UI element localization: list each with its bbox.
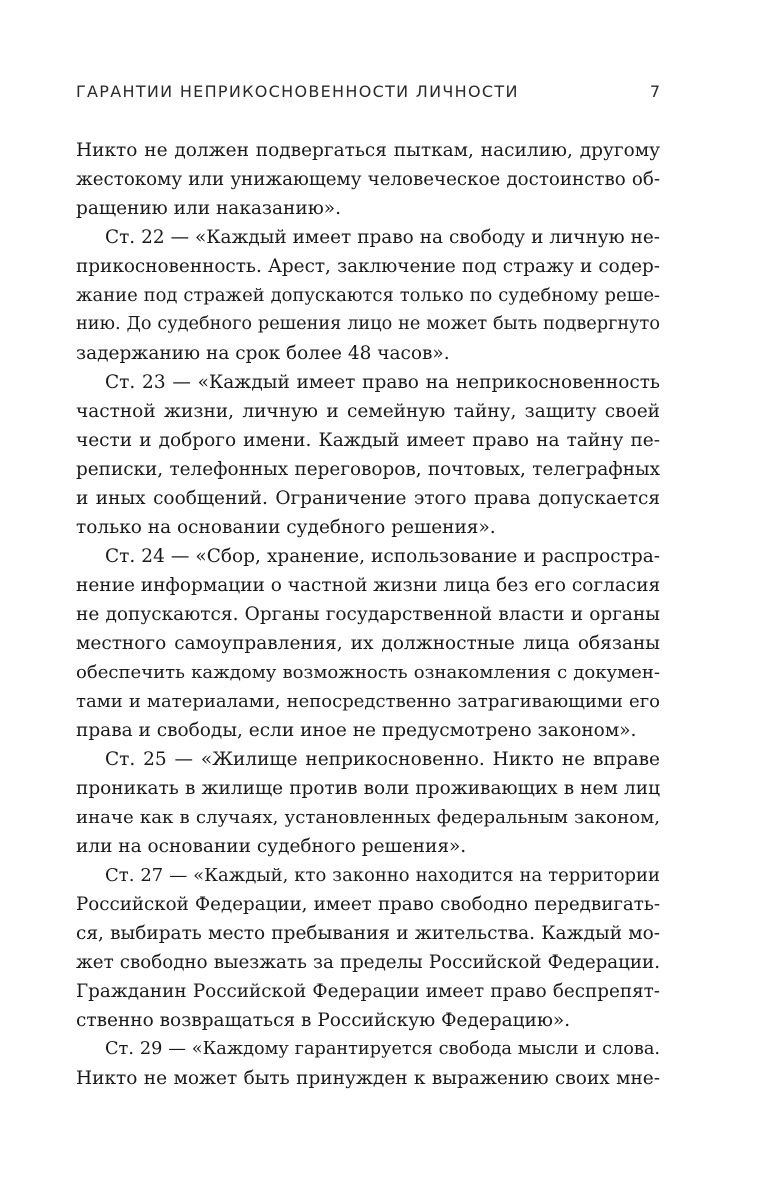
running-header — [76, 82, 660, 108]
paragraph-article-25 — [76, 745, 660, 861]
text-line: нение информации о частной жизни лица без его согласия — [76, 575, 661, 596]
text-line: Ст. 22 — «Каждый имеет право на свободу и личную не- — [105, 227, 660, 248]
text-line: частной жизни, личную и семейную тайну, защиту своей — [76, 401, 660, 422]
text-line: ся, выбирать место пребывания и жительства. Каждый мо- — [76, 923, 660, 944]
text-line: реписки, телефонных переговоров, почтовых, телеграфных — [76, 459, 660, 480]
text-line: Гражданин Российской Федерации имеет право беспрепят- — [76, 981, 660, 1002]
paragraph-article-29 — [76, 1035, 660, 1093]
text-line: местного самоуправления, их должностные лица обязаны — [76, 633, 660, 654]
text-line: прикосновенность. Арест, заключение под стражу и содер- — [76, 256, 660, 277]
text-line: Ст. 27 — «Каждый, кто законно находится на территории — [105, 865, 660, 886]
text-line: ращению или наказанию». — [76, 198, 341, 219]
text-line: проникать в жилище против воли проживающих в нем лиц — [76, 778, 660, 799]
paragraph-article-24 — [76, 542, 660, 745]
text-line: жестокому или унижающему человеческое достоинство об- — [76, 169, 660, 190]
text-line: Российской Федерации, имеет право свободно передвигать- — [76, 894, 660, 915]
text-line: чести и доброго имени. Каждый имеет право на тайну пе- — [76, 430, 660, 451]
paragraph-article-27 — [76, 861, 660, 1035]
paragraph-article-23 — [76, 368, 660, 542]
text-line: и иных сообщений. Ограничение этого права допускается — [76, 488, 660, 509]
text-line: иначе как в случаях, установленных федеральным законом, — [76, 807, 660, 828]
text-line: Никто не может быть принужден к выражению своих мне- — [76, 1068, 660, 1089]
paragraph-continuation — [76, 136, 660, 223]
text-line: нию. До судебного решения лицо не может быть подвергнуто — [76, 314, 660, 334]
text-line: жание под стражей допускаются только по судебному реше- — [76, 285, 660, 306]
text-line: Ст. 24 — «Сбор, хранение, использование и распростра- — [105, 546, 660, 567]
body-text — [76, 136, 660, 1093]
text-line: не допускаются. Органы государственной власти и органы — [76, 604, 660, 625]
text-line: тами и материалами, непосредственно затрагивающими его — [76, 691, 660, 712]
text-line: или на основании судебного решения». — [76, 836, 467, 857]
text-line: Ст. 29 — «Каждому гарантируется свобода мысли и слова. — [105, 1039, 660, 1059]
text-line: задержанию на срок более 48 часов». — [76, 343, 450, 364]
paragraph-article-22 — [76, 223, 660, 368]
text-line: Ст. 23 — «Каждый имеет право на неприкосновенность — [105, 372, 660, 393]
text-line: Никто не должен подвергаться пыткам, насилию, другому — [76, 140, 660, 161]
text-line: ственно возвращаться в Российскую Федерацию». — [76, 1010, 571, 1031]
text-line: только на основании судебного решения». — [76, 517, 496, 538]
text-line: права и свободы, если иное не предусмотрено законом». — [76, 720, 637, 741]
text-line: жет свободно выезжать за пределы Российской Федерации. — [76, 952, 660, 973]
page-number: 7 — [649, 82, 660, 101]
text-line: Ст. 25 — «Жилище неприкосновенно. Никто не вправе — [105, 749, 660, 770]
running-title: ГАРАНТИИ НЕПРИКОСНОВЕННОСТИ ЛИЧНОСТИ — [76, 82, 519, 101]
text-line: обеспечить каждому возможность ознакомления с докумен- — [76, 662, 660, 683]
